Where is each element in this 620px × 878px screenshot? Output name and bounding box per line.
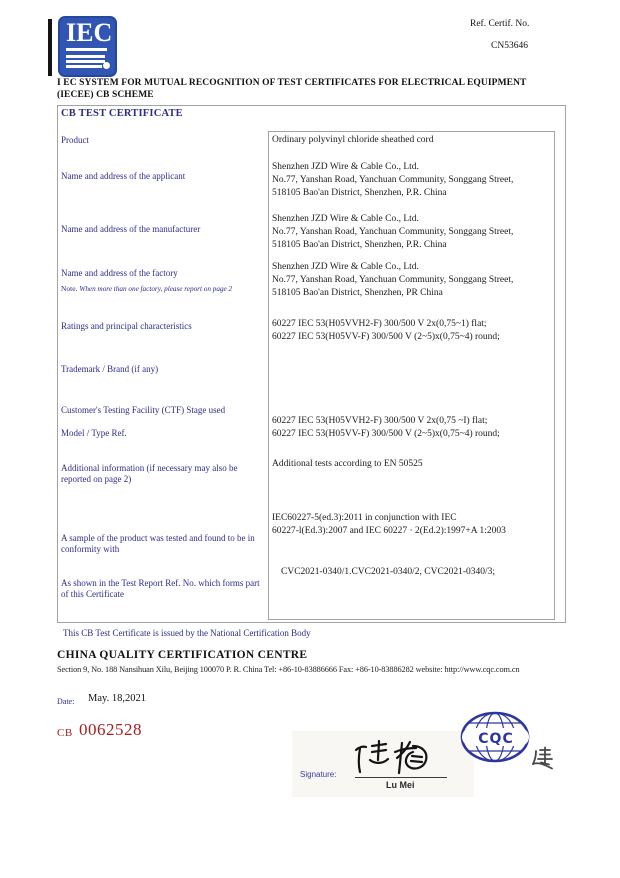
- issued-note: This CB Test Certificate is issued by the National Certification Body: [63, 628, 311, 638]
- date-value: May. 18,2021: [88, 693, 146, 704]
- label-trademark: Trademark / Brand (if any): [61, 364, 159, 374]
- product-value: Ordinary polyvinyl chloride sheathed cord: [272, 135, 434, 145]
- label-ratings: Ratings and principal characteristics: [61, 321, 192, 331]
- value-line: No.77, Yanshan Road, Yanchuan Community, Songgang Street,: [272, 274, 514, 285]
- value-line: 60227 IEC 53(H05VVH2-F) 300/500 V 2x(0,75~1) flat;: [272, 319, 487, 329]
- value-line: 518105 Bao'an District, Shenzhen, PR China: [272, 287, 443, 298]
- iec-logo-bar: [48, 19, 52, 76]
- value-line: No.77, Yanshan Road, Yanchuan Community, Songgang Street,: [272, 226, 514, 237]
- scheme-title-line2: (IECEE) CB SCHEME: [57, 89, 154, 100]
- iec-logo-line: [66, 60, 105, 63]
- org-address: Section 9, No. 188 Nansihuan Xilu, Beijing 100070 P. R. China Tel: +86-10-83886666 Fax: +86-10-83886282 website: http://www.cqc.com.cn: [57, 665, 520, 674]
- label-additional-info: Additional information (if necessary may also be reported on page 2): [61, 463, 238, 484]
- label-factory: Name and address of the factory: [61, 268, 178, 278]
- signature-label: Signature:: [300, 770, 337, 779]
- iec-logo-box: [58, 16, 117, 77]
- value-line: Shenzhen JZD Wire & Cable Co., Ltd.: [272, 262, 419, 272]
- test-report-value: CVC2021-0340/1.CVC2021-0340/2, CVC2021-0340/3;: [281, 567, 496, 577]
- cb-number-prefix: CB: [57, 727, 73, 739]
- value-line: 518105 Bao'an District, Shenzhen, P.R. China: [272, 239, 447, 250]
- value-line: No.77, Yanshan Road, Yanchuan Community, Songgang Street,: [272, 174, 514, 185]
- seal-character-glyph: [530, 746, 554, 772]
- factory-note-text: When more than one factory, please report on page 2: [79, 285, 233, 293]
- cb-number: 0062528: [79, 720, 142, 739]
- date-label: Date:: [57, 697, 75, 706]
- value-line: Shenzhen JZD Wire & Cable Co., Ltd.: [272, 162, 419, 172]
- cqc-logo: [459, 711, 533, 765]
- iec-logo-dot: [103, 62, 110, 69]
- signature-line: [355, 777, 447, 778]
- factory-note: [61, 284, 271, 293]
- conformity-value: [272, 512, 550, 538]
- value-line: IEC60227-5(ed.3):2011 in conjunction with IEC: [272, 513, 457, 523]
- label-product: Product: [61, 135, 89, 145]
- factory-note-label: Note.: [61, 284, 78, 293]
- handwritten-signature: [350, 740, 445, 776]
- model-type-value: [272, 415, 550, 441]
- label-model-type: Model / Type Ref.: [61, 428, 127, 438]
- label-ctf-stage: Customer's Testing Facility (CTF) Stage used: [61, 405, 226, 415]
- value-line: 60227 IEC 53(H05VV-F) 300/500 V (2~5)x(0,75~4) round;: [272, 428, 500, 439]
- ratings-value: [272, 318, 550, 344]
- org-name: CHINA QUALITY CERTIFICATION CENTRE: [57, 649, 308, 661]
- scheme-title: [57, 78, 572, 101]
- iec-logo-line: [66, 65, 102, 68]
- label-applicant: Name and address of the applicant: [61, 171, 186, 181]
- iec-logo: [48, 16, 120, 78]
- factory-value: [272, 261, 550, 299]
- cqc-logo-text: CQC: [478, 731, 514, 747]
- applicant-value: [272, 161, 550, 199]
- label-conformity: A sample of the product was tested and found to be in conformity with: [61, 533, 255, 554]
- ref-certif-number: CN53646: [491, 41, 528, 51]
- manufacturer-value: [272, 213, 550, 251]
- certificate-title: CB TEST CERTIFICATE: [61, 108, 183, 119]
- value-line: Shenzhen JZD Wire & Cable Co., Ltd.: [272, 214, 419, 224]
- iec-logo-underline: [66, 48, 107, 51]
- scheme-title-line1: I EC SYSTEM FOR MUTUAL RECOGNITION OF TEST CERTIFICATES FOR ELECTRICAL EQUIPMENT: [57, 78, 527, 88]
- value-line: 60227-l(Ed.3):2007 and IEC 60227 · 2(Ed.2):1997+A 1:2003: [272, 525, 506, 536]
- additional-info-value: Additional tests according to EN 50525: [272, 459, 423, 469]
- ref-certif-label: Ref. Certif. No.: [470, 19, 530, 29]
- value-line: 60227 IEC 53(H05VVH2-F) 300/500 V 2x(0,75 ~I) flat;: [272, 416, 488, 426]
- label-test-report: As shown in the Test Report Ref. No. which forms part of this Certificate: [61, 578, 260, 599]
- value-line: 60227 IEC 53(H05VV-F) 300/500 V (2~5)x(0,75~4) round;: [272, 331, 500, 342]
- value-line: 518105 Bao'an District, Shenzhen, P.R. China: [272, 187, 447, 198]
- iec-logo-text: IEC: [66, 18, 113, 47]
- iec-logo-line: [66, 55, 105, 58]
- certificate-values-box: [268, 131, 555, 620]
- signatory-name: Lu Mei: [386, 780, 415, 790]
- label-manufacturer: Name and address of the manufacturer: [61, 224, 201, 234]
